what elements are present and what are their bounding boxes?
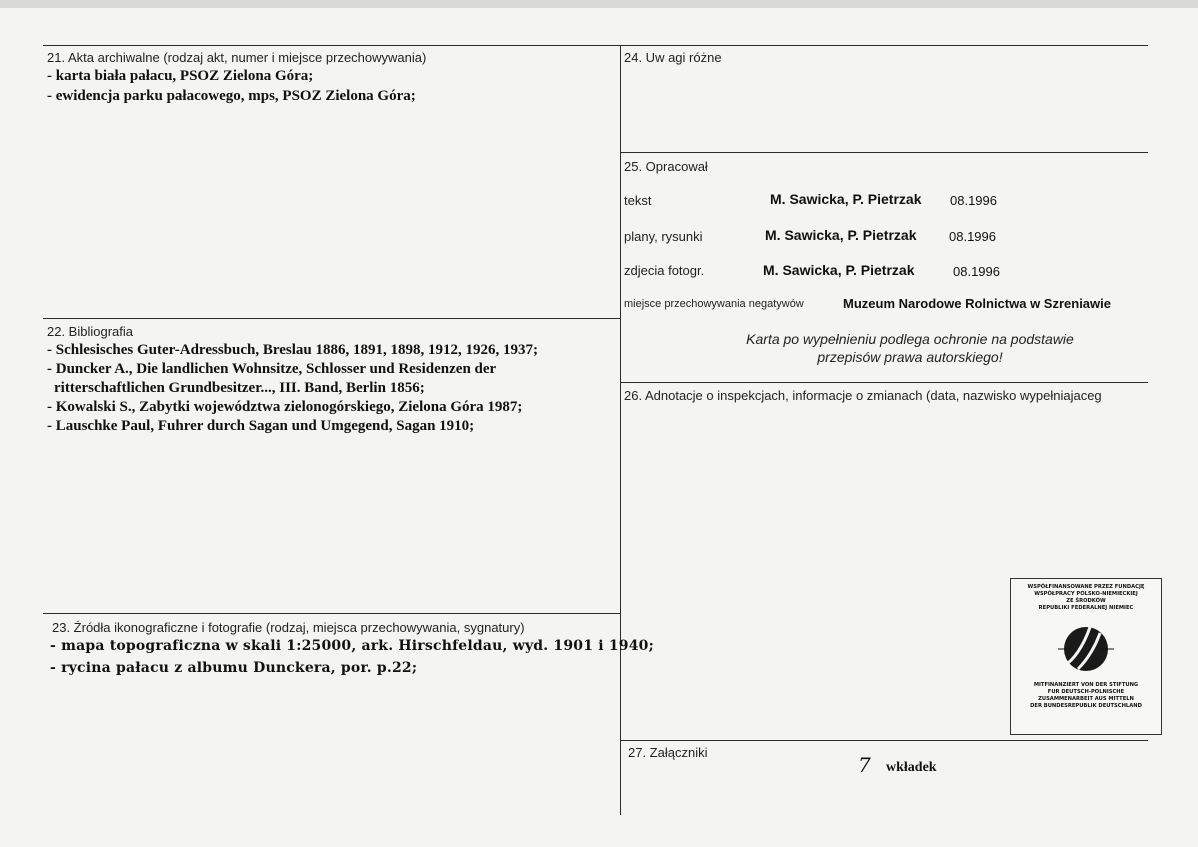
section-27-heading: 27. Załączniki	[628, 745, 708, 760]
section-23-line-1: - mapa topograficzna w skali 1:25000, ark. Hirschfeldau, wyd. 1901 i 1940;	[50, 638, 654, 654]
row-plany-date: 08.1996	[949, 229, 996, 244]
section-24-heading: 24. Uw agi różne	[624, 50, 722, 65]
bibliography-item-4: - Lauschke Paul, Fuhrer durch Sagan und Umgegend, Sagan 1910;	[47, 418, 475, 434]
attachments-unit: wkładek	[886, 760, 937, 775]
section-26-heading: 26. Adnotacje o inspekcjach, informacje o zmianach (data, nazwisko wypełniajaceg	[624, 388, 1102, 403]
rule-25-top	[620, 152, 1148, 153]
row-plany-author: M. Sawicka, P. Pietrzak	[765, 227, 917, 243]
copyright-note-line-1: Karta po wypełnieniu podlega ochronie na podstawie	[746, 331, 1074, 347]
stamp-de-line-4: DER BUNDESREPUBLIK DEUTSCHLAND	[1030, 703, 1142, 709]
bibliography-item-1: - Schlesisches Guter-Adressbuch, Breslau 1886, 1891, 1898, 1912, 1926, 1937;	[47, 342, 538, 358]
stamp-de-line-3: ZUSAMMENARBEIT AUS MITTELN	[1038, 696, 1134, 702]
foundation-emblem-icon	[1056, 619, 1116, 679]
stamp-de-line-1: MITFINANZIERT VON DER STIFTUNG	[1033, 682, 1139, 688]
row-tekst-date: 08.1996	[950, 193, 997, 208]
stamp-pl-line-3: ZE ŚRODKÓW	[1066, 598, 1106, 604]
storage-label: miejsce przechowywania negatywów	[624, 298, 804, 310]
section-21-line-2: - ewidencja parku pałacowego, mps, PSOZ Zielona Góra;	[47, 88, 416, 104]
section-23-line-2: - rycina pałacu z albumu Dunckera, por. p.22;	[50, 660, 418, 676]
rule-21-top	[43, 45, 1148, 46]
section-21-line-1: - karta biała pałacu, PSOZ Zielona Góra;	[47, 68, 314, 84]
bibliography-item-3: - Kowalski S., Zabytki województwa zielonogórskiego, Zielona Góra 1987;	[47, 399, 523, 415]
bibliography-item-2-cont: ritterschaftlichen Grundbesitzer..., III. Band, Berlin 1856;	[54, 380, 425, 396]
row-tekst-label: tekst	[624, 193, 652, 208]
stamp-pl-line-4: REPUBLIKI FEDERALNEJ NIEMIEC	[1038, 605, 1134, 611]
stamp-pl-line-1: WSPÓŁFINANSOWANE PRZEZ FUNDACJĘ	[1027, 584, 1145, 590]
row-plany-label: plany, rysunki	[624, 229, 703, 244]
rule-23-top	[43, 613, 620, 614]
rule-22-top	[43, 318, 620, 319]
storage-value: Muzeum Narodowe Rolnictwa w Szreniawie	[843, 296, 1111, 311]
scanner-edge-band	[0, 0, 1198, 8]
section-23-heading: 23. Źródła ikonograficzne i fotografie (rodzaj, miejsca przechowywania, sygnatury)	[52, 620, 525, 635]
rule-26-top	[620, 382, 1148, 383]
section-25-heading: 25. Opracował	[624, 159, 708, 174]
rule-27-top	[620, 740, 1148, 741]
section-21-heading: 21. Akta archiwalne (rodzaj akt, numer i miejsce przechowywania)	[47, 50, 427, 65]
row-zdjecia-label: zdjecia fotogr.	[624, 263, 705, 278]
row-zdjecia-date: 08.1996	[953, 264, 1000, 279]
bibliography-item-2: - Duncker A., Die landlichen Wohnsitze, Schlosser und Residenzen der	[47, 361, 497, 377]
column-divider	[620, 45, 621, 815]
row-tekst-author: M. Sawicka, P. Pietrzak	[770, 191, 922, 207]
section-22-heading: 22. Bibliografia	[47, 324, 133, 339]
copyright-note-line-2: przepisów prawa autorskiego!	[817, 349, 1003, 365]
row-zdjecia-author: M. Sawicka, P. Pietrzak	[763, 262, 915, 278]
attachments-count: 7	[858, 753, 871, 777]
stamp-pl-line-2: WSPÓŁPRACY POLSKO-NIEMIECKIEJ	[1034, 591, 1138, 597]
foundation-stamp	[1010, 578, 1162, 735]
stamp-de-line-2: FUR DEUTSCH-POLNISCHE	[1047, 689, 1125, 695]
